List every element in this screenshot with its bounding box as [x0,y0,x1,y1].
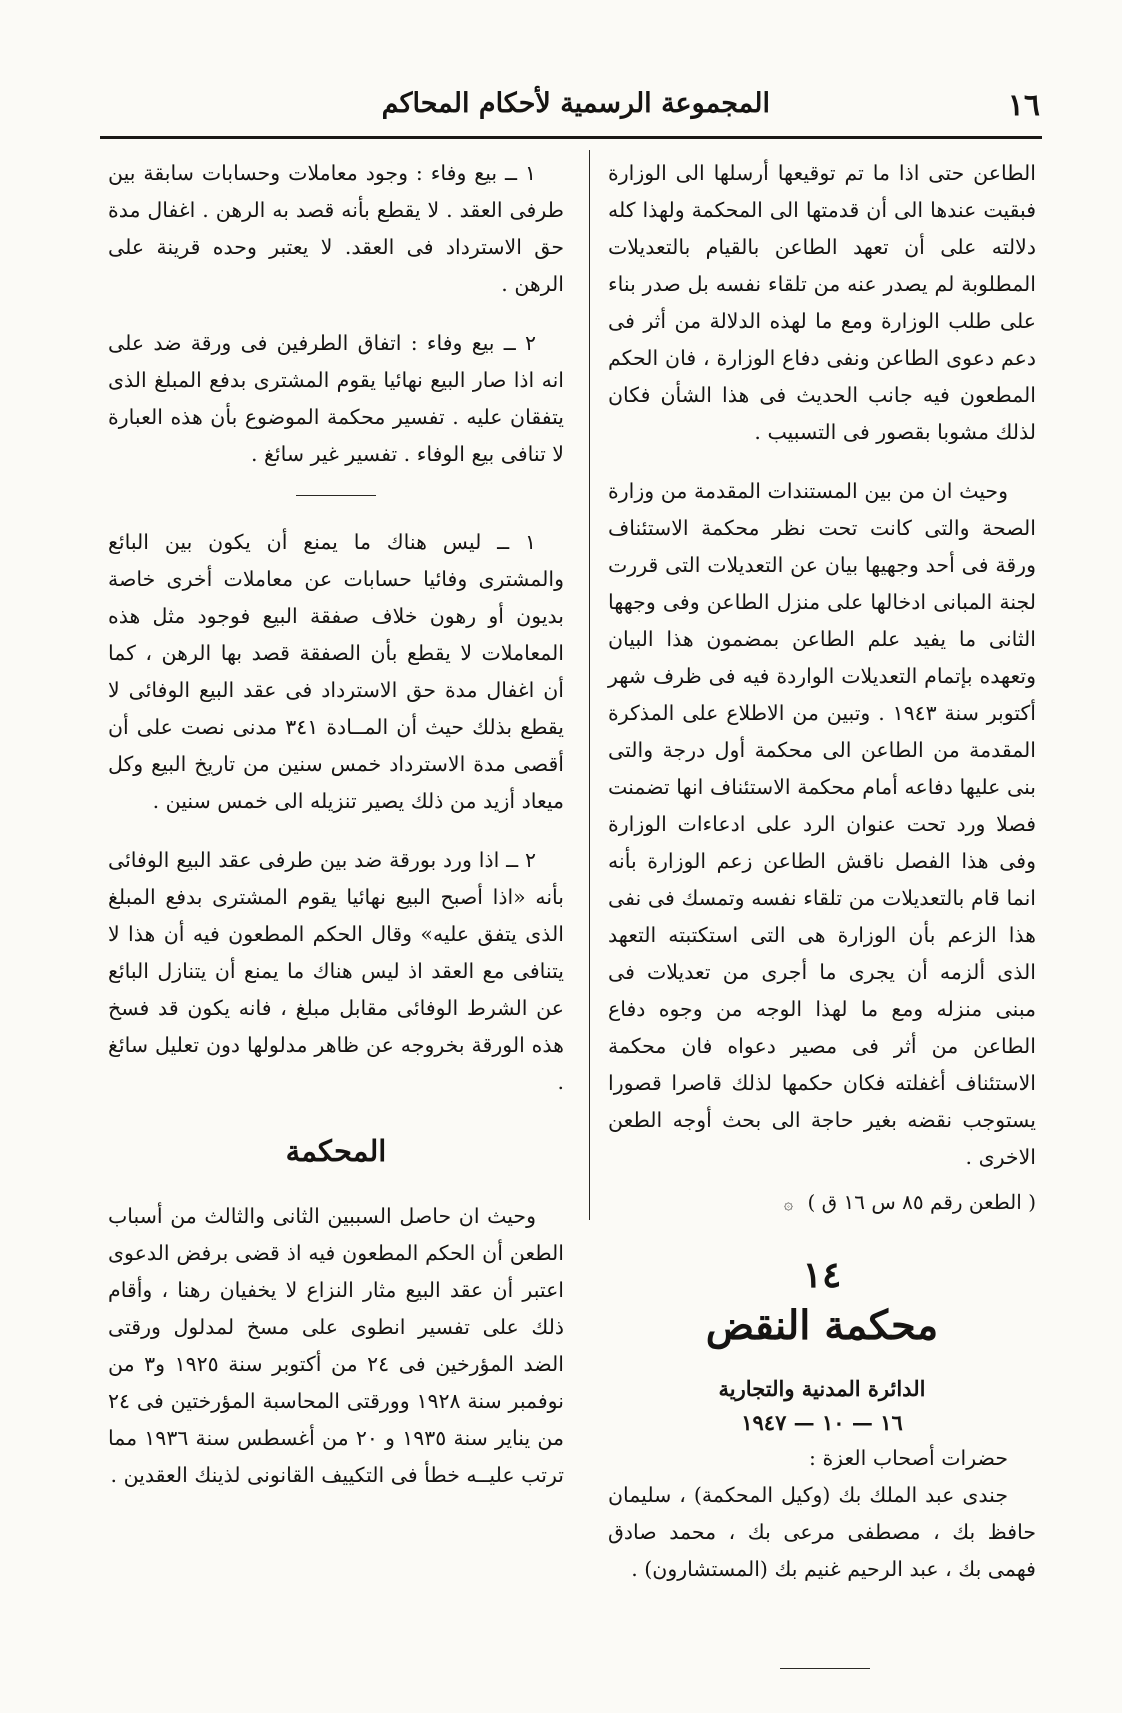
bench-members: جندى عبد الملك بك (وكيل المحكمة) ، سليمان حافظ بك ، مصطفى مرعى بك ، محمد صادق فهمى بك ، عبد الرحيم غنيم بك (المستشارون) . [608,1483,1036,1581]
ornament-icon: ۞ [783,1194,794,1213]
header-rule [100,136,1042,139]
headnote: ١ ــ بيع وفاء : وجود معاملات وحسابات سابقة بين طرفى العقد . لا يقطع بأنه قصد به الرهن . اغفال مدة حق الاسترداد فى العقد. لا يعتبر وحده قرينة على الرهن . [108,161,564,296]
case-citation [608,1184,1036,1222]
citation-text: ( الطعن رقم ٨٥ س ١٦ ق ) [807,1190,1036,1214]
end-rule [780,1668,870,1669]
bench-title: حضرات أصحاب العزة : [809,1446,1008,1470]
legal-principle: ١ ــ ليس هناك ما يمنع أن يكون بين البائع والمشترى وفائيا حسابات عن معاملات أخرى خاصة بديون أو رهون خلاف صفقة البيع فوجود مثل هذه المعاملات لا يقطع بأن الصفقة قصد بها الرهن ، كما أن اغفال مدة حق الاسترداد فى عقد البيع الوفائى لا يقطع بذلك حيث أن المــادة ٣٤١ مدنى نصت على أن أقصى مدة الاسترداد خمس سنين من تاريخ البيع وكل ميعاد أزيد من ذلك يصير تنزيله الى خمس سنين . [108,530,564,813]
body-paragraph: وحيث ان من بين المستندات المقدمة من وزارة الصحة والتى كانت تحت نظر محكمة الاستئناف ورقة فى أحد وجهيها بيان عن التعديلات التى قررت لجنة المبانى ادخالها على منزل الطاعن وفى وجهها الثانى ما يفيد علم الطاعن بمضمون هذا البيان وتعهده بإتمام التعديلات الواردة فيه فى ظرف شهر أكتوبر سنة ١٩٤٣ . وتبين من الاطلاع على المذكرة المقدمة من الطاعن الى محكمة أول درجة والتى بنى عليها دفاعه أمام محكمة الاستئناف انها تضمنت فصلا ورد تحت عنوان الرد على ادعاءات الوزارة وفى هذا الفصل ناقش الطاعن زعم الوزارة بأنه انما قام بالتعديلات من تلقاء نفسه وتمسك فى نفى هذا الزعم بأن الوزارة هى التى استكتبته التعهد الذى ألزمه أن يجرى ما أجرى من تعديلات فى مبنى منزله ومع ما لهذا الوجه من وجوه دفاع الطاعن من أثر فى مصير دعواه فان محكمة الاستئناف أغفلته فكان حكمها لذلك قاصرا قصورا يستوجب نقضه بغير حاجة الى بحث أوجه الطعن الاخرى . [608,479,1036,1169]
legal-principle: ٢ ــ اذا ورد بورقة ضد بين طرفى عقد البيع الوفائى بأنه «اذا أصبح البيع نهائيا يقوم المشترى بدفع المبلغ الذى يتفق عليه» وقال الحكم المطعون فيه أن هذا لا يتنافى مع العقد اذ ليس هناك ما يمنع أن يتنازل البائع عن الشرط الوفائى مقابل مبلغ ، فانه يكون قد فسخ هذه الورقة بخروجه عن ظاهر مدلولها دون تعليل سائغ . [108,848,564,1094]
right-column [608,155,1036,1588]
court-division: الدائرة المدنية والتجارية [718,1376,926,1401]
page-number: ١٦ [1007,88,1040,123]
case-number: ١٤ [802,1254,842,1296]
court-name: محكمة النقض [705,1302,939,1349]
court-reasoning: وحيث ان حاصل السببين الثانى والثالث من أسباب الطعن أن الحكم المطعون فيه اذ قضى برفض الدعوى اعتبر أن عقد البيع مثار النزاع لا يخفيان رهنا ، وأقام ذلك على تفسير انطوى على مسخ لمدلول ورقتى الضد المؤرخين فى ٢٤ من أكتوبر سنة ١٩٢٥ و٣ من نوفمبر سنة ١٩٢٨ وورقتى المحاسبة المؤرختين فى ٢٤ من يناير سنة ١٩٣٥ و ٢٠ من أغسطس سنة ١٩٣٦ مما ترتب عليــه خطأ فى التكييف القانونى لذينك العقدين . [108,1204,564,1487]
headnote: ٢ ــ بيع وفاء : اتفاق الطرفين فى ورقة ضد على انه اذا صار البيع نهائيا يقوم المشترى بدفع المبلغ الذى يتفقان عليه . تفسير محكمة الموضوع بأن هذه العبارة لا تنافى بيع الوفاء . تفسير غير سائغ . [108,331,564,466]
running-title: المجموعة الرسمية لأحكام المحاكم [381,88,770,119]
page-header [100,84,1040,130]
body-paragraph: الطاعن حتى اذا ما تم توقيعها أرسلها الى الوزارة فبقيت عندها الى أن قدمتها الى المحكمة ولهذا كله دلالته على أن تعهد الطاعن بالقيام بالتعديلات المطلوبة لم يصدر عنه من تلقاء نفسه بل صدر بناء على طلب الوزارة ومع ما لهذه الدلالة من أثر فى دعم دعوى الطاعن ونفى دفاع الوزارة ، فان الحكم المطعون فيه جانب الحديث فى هذا الشأن فكان لذلك مشوبا بقصور فى التسبيب . [608,161,1036,444]
section-separator [296,495,376,496]
decision-date: ١٦ — ١٠ — ١٩٤٧ [741,1410,903,1435]
left-column [108,155,564,1494]
section-heading: المحكمة [285,1134,387,1168]
column-divider [589,150,590,1220]
